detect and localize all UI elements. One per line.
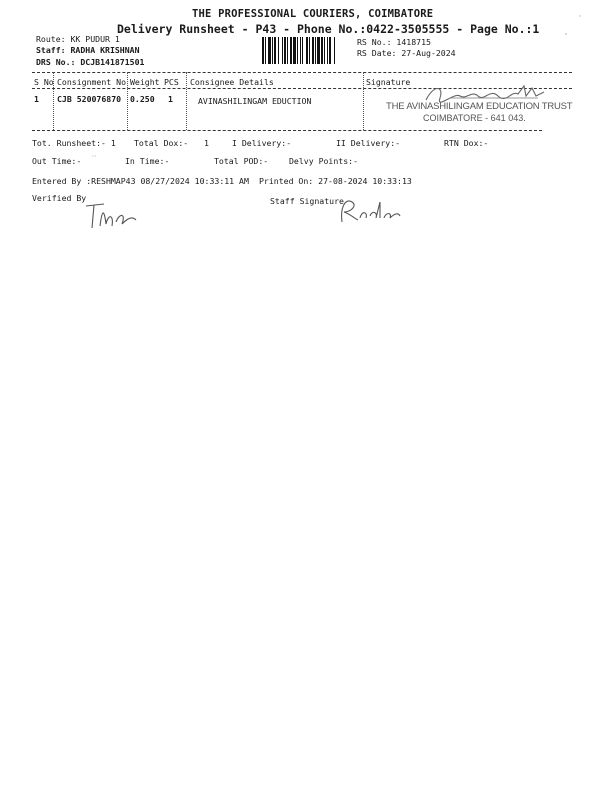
col-header-sno: S No	[34, 77, 54, 87]
receiver-stamp-line2: COIMBATORE - 641 043.	[423, 113, 526, 123]
entered-by: Entered By :RESHMAP43 08/27/2024 10:33:11 AM	[32, 176, 249, 186]
tot-runsheet: Tot. Runsheet:- 1	[32, 138, 116, 148]
route-text: Route: KK PUDUR 1	[36, 34, 120, 44]
col-header-consignee: Consignee Details	[190, 77, 274, 87]
col-header-pcs: PCS	[164, 77, 179, 87]
row-consignee: AVINASHILINGAM EDUCTION	[198, 96, 312, 106]
total-dox-label: Total Dox:-	[134, 138, 189, 148]
company-title: THE PROFESSIONAL COURIERS, COIMBATORE	[192, 8, 434, 20]
receiver-stamp-line1: THE AVINASHILINGAM EDUCATION TRUST	[386, 101, 573, 112]
table-top-rule	[32, 72, 572, 73]
total-pod: Total POD:-	[214, 156, 269, 166]
rs-number: RS No.: 1418715	[357, 37, 431, 47]
col-divider	[363, 72, 364, 130]
barcode-bar	[335, 37, 336, 64]
row-consignment-no: CJB 520076870	[57, 94, 122, 104]
edge-mark: '	[578, 14, 583, 22]
verified-by-label: Verified By	[32, 193, 87, 203]
printed-on: Printed On: 27-08-2024 10:33:13	[259, 176, 412, 186]
staff-signature-label: Staff Signature	[270, 196, 344, 206]
col-header-weight: Weight	[130, 77, 160, 87]
rs-date: RS Date: 27-Aug-2024	[357, 48, 456, 58]
out-time: Out Time:-	[32, 156, 82, 166]
edge-mark: ,	[564, 28, 569, 36]
verifier-signature	[82, 200, 142, 230]
col-header-signature: Signature	[366, 77, 411, 87]
in-time: In Time:-	[125, 156, 170, 166]
table-bottom-rule	[32, 130, 542, 131]
col-divider	[186, 72, 187, 130]
col-header-consignment: Consignment No	[57, 77, 127, 87]
col-divider	[127, 72, 128, 130]
barcode	[262, 37, 353, 64]
ii-delivery: II Delivery:-	[336, 138, 401, 148]
rtn-dox: RTN Dox:-	[444, 138, 489, 148]
row-weight: 0.250	[130, 94, 155, 104]
delvy-points: Delvy Points:-	[289, 156, 359, 166]
runsheet-title: Delivery Runsheet - P43 - Phone No.:0422-3505555 - Page No.:1	[117, 22, 540, 36]
staff-signature	[336, 196, 406, 224]
total-dox-value: 1	[204, 138, 209, 148]
staff-text: Staff: RADHA KRISHNAN	[36, 45, 140, 55]
receiver-signature	[420, 82, 560, 106]
row-pcs: 1	[168, 94, 173, 104]
row-sno: 1	[34, 94, 39, 104]
drs-number: DRS No.: DCJB141871501	[36, 57, 145, 67]
faint-mark: ⋯	[92, 152, 97, 160]
i-delivery: I Delivery:-	[232, 138, 292, 148]
